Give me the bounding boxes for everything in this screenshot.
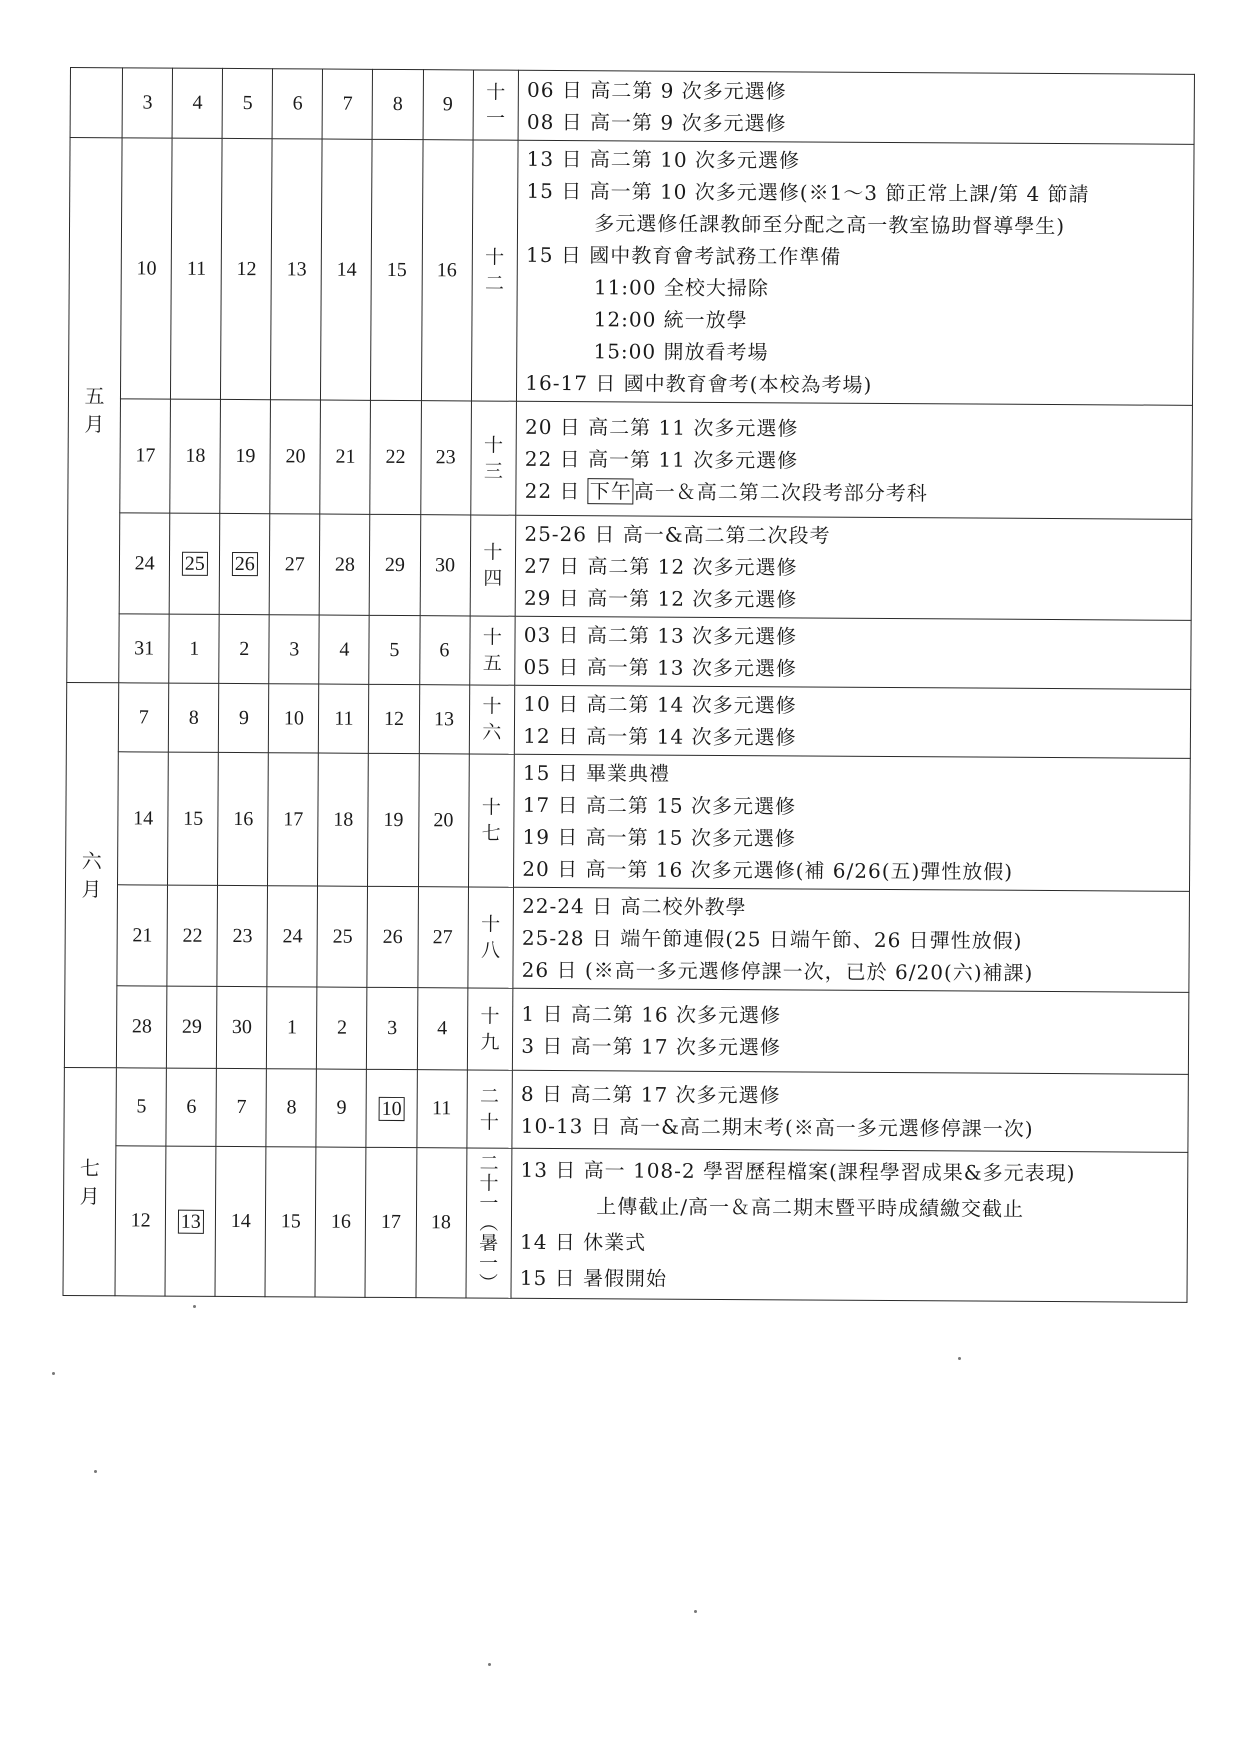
scan-speck [958, 1357, 961, 1360]
event-line: 多元選修任課教師至分配之高一教室協助督導學生) [594, 211, 1066, 239]
day-cell: 3 [367, 987, 418, 1069]
month-cell-empty [70, 68, 123, 138]
table-row [64, 985, 1188, 1074]
day-cell: 22 [167, 885, 218, 986]
week-number: 十 六 [469, 685, 515, 754]
week-number: 十 一 [473, 70, 519, 140]
day-cell: 4 [319, 615, 369, 684]
scan-speck [193, 1305, 196, 1308]
day-cell: 9 [316, 1069, 367, 1147]
day-cell: 20 [270, 400, 321, 514]
day-cell: 10 [121, 138, 173, 399]
day-cell: 5 [369, 615, 419, 684]
day-cell: 30 [217, 986, 268, 1068]
event-line: 10 日 高二第 14 次多元選修 [523, 691, 797, 718]
event-line: 15:00 開放看考場 [593, 339, 769, 365]
table-row [67, 512, 1192, 620]
day-cell: 7 [119, 683, 169, 752]
event-line: 22 日 高一第 11 次多元選修 [524, 446, 799, 472]
event-line: 20 日 高一第 16 次多元選修(補 6/26(五)彈性放假) [522, 856, 1014, 884]
month-label-may: 五 月 [67, 138, 123, 683]
event-line: 06 日 高二第 9 次多元選修 [527, 77, 787, 103]
boxed-day: 25 [182, 552, 208, 576]
table-row [70, 68, 1194, 145]
event-line: 15 日 畢業典禮 [522, 760, 671, 786]
calendar-sheet [62, 67, 1194, 1303]
events-cell [513, 988, 1189, 1074]
event-line: 1 日 高二第 16 次多元選修 [521, 1001, 782, 1027]
week-number: 十 四 [470, 515, 516, 616]
day-cell: 18 [415, 1148, 466, 1298]
event-line: 26 日 (※高一多元選修停課一次，已於 6/20(六)補課) [521, 957, 1034, 985]
day-cell: 19 [368, 753, 419, 886]
day-cell: 25 [317, 886, 368, 987]
day-cell: 17 [268, 753, 319, 886]
events-cell [517, 140, 1194, 405]
day-cell: 11 [416, 1070, 467, 1148]
day-cell: 7 [216, 1068, 267, 1146]
boxed-day: 10 [379, 1096, 405, 1120]
day-cell: 9 [219, 683, 269, 752]
day-cell: 28 [320, 514, 371, 615]
day-cell [165, 1146, 216, 1296]
day-cell: 11 [171, 138, 223, 399]
day-cell: 6 [419, 616, 469, 685]
table-row [66, 682, 1190, 758]
day-cell: 10 [269, 684, 319, 753]
month-label-july: 七 月 [63, 1067, 117, 1295]
day-cell: 23 [217, 885, 268, 986]
day-cell: 24 [119, 513, 170, 614]
week-number: 十 九 [467, 988, 513, 1070]
week-number: 十 七 [468, 754, 514, 887]
day-cell: 17 [365, 1147, 416, 1297]
day-cell: 28 [117, 986, 168, 1068]
event-line: 17 日 高二第 15 次多元選修 [522, 792, 797, 819]
table-row [65, 884, 1190, 992]
day-cell [169, 513, 220, 614]
day-cell: 11 [319, 684, 369, 753]
day-cell: 15 [168, 752, 219, 885]
day-cell: 12 [369, 684, 419, 753]
table-row [64, 1067, 1188, 1152]
events-cell [513, 887, 1189, 992]
day-cell: 31 [119, 614, 169, 683]
day-cell: 26 [367, 886, 418, 987]
day-cell: 4 [417, 988, 468, 1070]
events-cell [515, 685, 1191, 758]
day-cell: 27 [270, 514, 321, 615]
day-cell: 8 [169, 683, 219, 752]
day-cell: 16 [421, 140, 473, 401]
school-calendar-table [62, 67, 1194, 1303]
event-line: 05 日 高一第 13 次多元選修 [523, 654, 797, 681]
day-cell: 29 [167, 986, 218, 1068]
week-number: 十 五 [469, 616, 515, 685]
event-line: 13 日 高一 108-2 學習歷程檔案(課程學習成果&多元表現) [520, 1157, 1076, 1185]
day-cell: 19 [220, 399, 271, 513]
day-cell: 12 [221, 138, 273, 399]
event-line: 22-24 日 高二校外教學 [522, 893, 747, 920]
day-cell: 16 [315, 1147, 366, 1297]
event-line: 15 日 國中教育會考試務工作準備 [526, 242, 842, 269]
table-row [67, 613, 1191, 689]
month-label-june: 六 月 [64, 682, 119, 1067]
day-cell: 8 [266, 1069, 317, 1147]
day-cell: 13 [271, 139, 323, 400]
day-cell: 13 [419, 685, 469, 754]
event-line: 10-13 日 高一&高二期末考(※高一多元選修停課一次) [520, 1113, 1034, 1141]
day-cell: 2 [317, 987, 368, 1069]
events-cell [518, 70, 1194, 144]
event-line: 08 日 高一第 9 次多元選修 [526, 109, 787, 135]
event-line: 3 日 高一第 17 次多元選修 [521, 1033, 781, 1059]
event-line: 19 日 高一第 15 次多元選修 [522, 824, 796, 851]
day-cell: 3 [269, 615, 319, 684]
scan-speck [52, 1372, 55, 1375]
event-line: 上傳截止/高一＆高二期末暨平時成績繳交截止 [596, 1193, 1025, 1221]
event-line: 8 日 高二第 17 次多元選修 [520, 1081, 781, 1107]
events-cell [516, 401, 1192, 519]
boxed-day: 26 [232, 552, 258, 576]
week-number: 二 十 一 ︵ 暑 一 ︶ [466, 1148, 513, 1298]
events-cell [512, 1070, 1188, 1152]
event-line: 22 日 下午高一＆高二第二次段考部分考科 [524, 478, 928, 505]
day-cell: 29 [370, 514, 421, 615]
day-cell: 18 [170, 399, 221, 513]
event-line: 16-17 日 國中教育會考(本校為考場) [525, 370, 873, 397]
event-line: 20 日 高二第 11 次多元選修 [524, 414, 799, 440]
day-cell: 15 [265, 1147, 316, 1297]
day-cell [366, 1069, 417, 1147]
day-cell: 16 [218, 752, 269, 885]
day-cell: 9 [423, 70, 473, 140]
events-cell [511, 1148, 1188, 1302]
week-number: 十 八 [467, 887, 513, 988]
week-number: 十 二 [471, 140, 518, 401]
day-cell: 17 [120, 399, 171, 513]
event-line: 13 日 高二第 10 次多元選修 [526, 146, 801, 173]
day-cell: 7 [322, 69, 372, 139]
day-cell: 5 [222, 68, 272, 138]
day-cell: 6 [166, 1068, 217, 1146]
day-cell: 24 [267, 886, 318, 987]
events-cell [515, 616, 1191, 689]
day-cell: 21 [117, 885, 168, 986]
event-line: 12 日 高一第 14 次多元選修 [523, 723, 797, 750]
afternoon-box: 下午 [588, 478, 634, 504]
event-line: 12:00 統一放學 [593, 307, 748, 333]
event-line: 03 日 高二第 13 次多元選修 [523, 622, 798, 649]
day-cell: 18 [318, 753, 369, 886]
day-cell: 1 [267, 987, 318, 1069]
day-cell: 30 [420, 515, 471, 616]
scan-speck [694, 1610, 697, 1613]
day-cell: 14 [321, 139, 373, 400]
event-line: 27 日 高二第 12 次多元選修 [524, 553, 798, 580]
event-line: 25-26 日 高一&高二第二次段考 [524, 521, 831, 548]
day-cell: 15 [371, 139, 423, 400]
day-cell: 6 [272, 69, 322, 139]
day-cell: 4 [172, 68, 222, 138]
day-cell: 22 [370, 400, 421, 514]
day-cell: 2 [219, 614, 269, 683]
day-cell [219, 513, 270, 614]
event-line: 14 日 休業式 [519, 1229, 647, 1255]
day-cell: 8 [373, 69, 423, 139]
table-row [63, 1145, 1188, 1302]
day-cell: 21 [320, 400, 371, 514]
events-cell [515, 515, 1191, 620]
scan-speck [488, 1663, 491, 1666]
day-cell: 27 [417, 887, 468, 988]
scan-speck [94, 1470, 97, 1473]
day-cell: 5 [116, 1068, 167, 1146]
event-line: 15 日 高一第 10 次多元選修(※1～3 節正常上課/第 4 節請 [526, 178, 1090, 207]
day-cell: 14 [118, 752, 169, 885]
day-cell: 20 [418, 754, 469, 887]
week-number: 十 三 [470, 401, 516, 515]
table-row [66, 751, 1191, 891]
boxed-day: 13 [178, 1209, 204, 1233]
event-line: 25-28 日 端午節連假(25 日端午節、26 日彈性放假) [521, 925, 1023, 953]
event-line: 29 日 高一第 12 次多元選修 [523, 585, 798, 612]
day-cell: 12 [115, 1146, 166, 1296]
events-cell [514, 754, 1191, 891]
day-cell: 1 [169, 614, 219, 683]
event-line: 15 日 暑假開始 [519, 1265, 668, 1291]
day-cell: 23 [420, 401, 471, 515]
event-line: 11:00 全校大掃除 [593, 275, 769, 301]
table-row [68, 138, 1194, 406]
day-cell: 3 [122, 68, 172, 138]
table-row [68, 398, 1193, 519]
day-cell: 14 [215, 1146, 266, 1296]
week-number: 二 十 [466, 1070, 512, 1148]
